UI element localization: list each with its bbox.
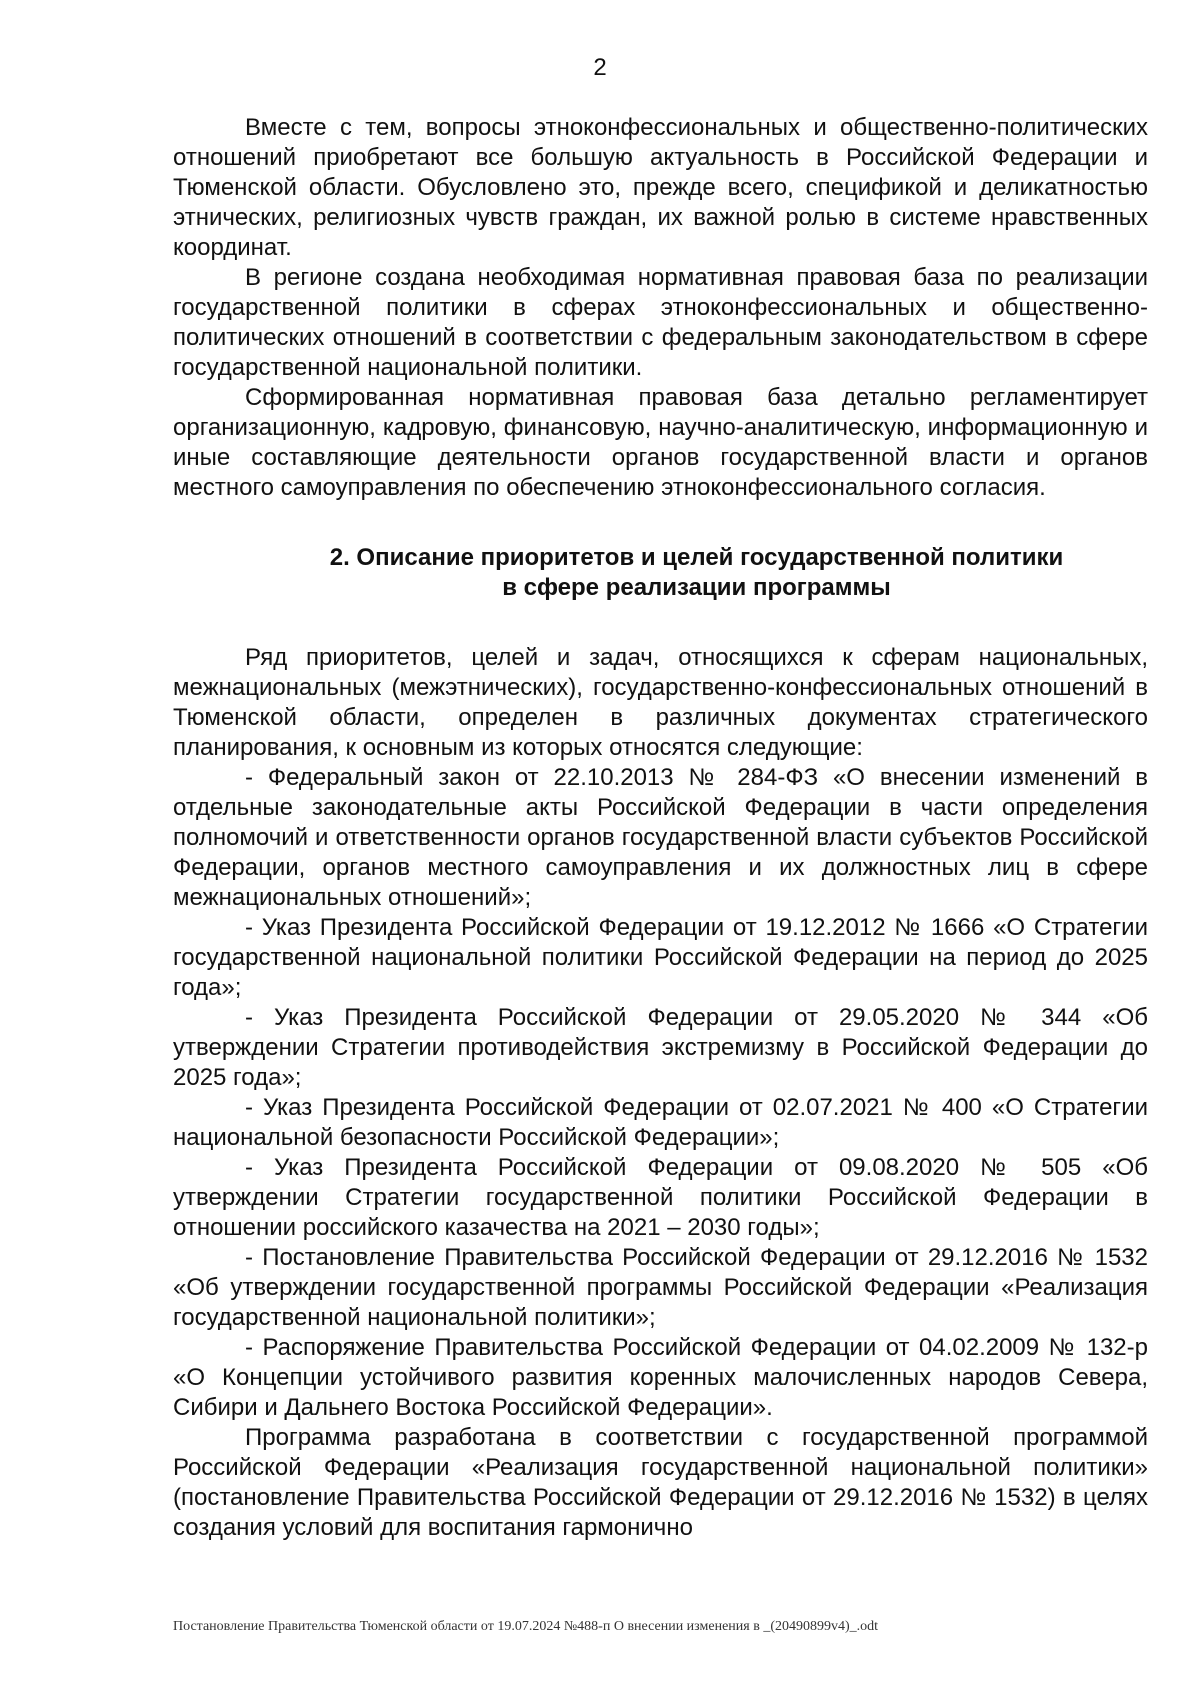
list-item-decree-1666: - Указ Президента Российской Федерации от 19.12.2012 № 1666 «О Стратегии государственной национальной политики Российской Федерации на период до 2025 года»; (173, 914, 1148, 1001)
list-item-decree-505: - Указ Президента Российской Федерации от 09.08.2020 № 505 «Об утверждении Стратегии государственной политики Российской Федерации в отношении российского казачества на 2021 – 2030 годы»; (173, 1154, 1148, 1241)
document-footer: Постановление Правительства Тюменской области от 19.07.2024 №488-п О внесении изменения в _(20490899v4)_.odt (173, 1619, 879, 1634)
section-heading-line-1: 2. Описание приоритетов и целей государственной политики (329, 544, 1064, 571)
page-number: 2 (593, 54, 607, 81)
section-paragraph-intro: Ряд приоритетов, целей и задач, относящихся к сферам национальных, межнациональных (межэтнических), государственно-конфессиональных отношений в Тюменской области, определен в различных документах стратегического планирования, к основным из которых относятся следующие: (173, 644, 1148, 761)
document-body (173, 113, 1148, 1543)
list-item-order-132r: - Распоряжение Правительства Российской Федерации от 04.02.2009 № 132-р «О Концепции устойчивого развития коренных малочисленных народов Севера, Сибири и Дальнего Востока Российской Федерации». (173, 1334, 1148, 1421)
intro-paragraph-3: Сформированная нормативная правовая база детально регламентирует организационную, кадровую, финансовую, научно-аналитическую, информационную и иные составляющие деятельности органов государственной власти и органов местного самоуправления по обеспечению этноконфессионального согласия. (173, 384, 1148, 501)
list-item-resolution-1532: - Постановление Правительства Российской Федерации от 29.12.2016 № 1532 «Об утверждении государственной программы Российской Федерации «Реализация государственной национальной политики»; (173, 1244, 1148, 1331)
section-heading (173, 543, 1148, 603)
list-item-decree-400: - Указ Президента Российской Федерации от 02.07.2021 № 400 «О Стратегии национальной безопасности Российской Федерации»; (173, 1094, 1148, 1151)
intro-paragraph-2: В регионе создана необходимая нормативная правовая база по реализации государственной политики в сферах этноконфессиональных и общественно-политических отношений в соответствии с федеральным законодательством в сфере государственной национальной политики. (173, 264, 1148, 381)
intro-paragraph-1: Вместе с тем, вопросы этноконфессиональных и общественно-политических отношений приобретают все большую актуальность в Российской Федерации и Тюменской области. Обусловлено это, прежде всего, спецификой и деликатностью этнических, религиозных чувств граждан, их важной ролью в системе нравственных координат. (173, 114, 1148, 261)
list-item-federal-law: - Федеральный закон от 22.10.2013 № 284-ФЗ «О внесении изменений в отдельные законодательные акты Российской Федерации в части определения полномочий и ответственности органов государственной власти субъектов Российской Федерации, органов местного самоуправления и их должностных лиц в сфере межнациональных отношений»; (173, 764, 1148, 911)
list-item-decree-344: - Указ Президента Российской Федерации от 29.05.2020 № 344 «Об утверждении Стратегии противодействия экстремизму в Российской Федерации до 2025 года»; (173, 1004, 1148, 1091)
program-paragraph: Программа разработана в соответствии с государственной программой Российской Федерации «Реализация государственной национальной политики» (постановление Правительства Российской Федерации от 29.12.2016 № 1532) в целях создания условий для воспитания гармонично (173, 1424, 1148, 1541)
section-heading-line-2: в сфере реализации программы (502, 574, 891, 601)
